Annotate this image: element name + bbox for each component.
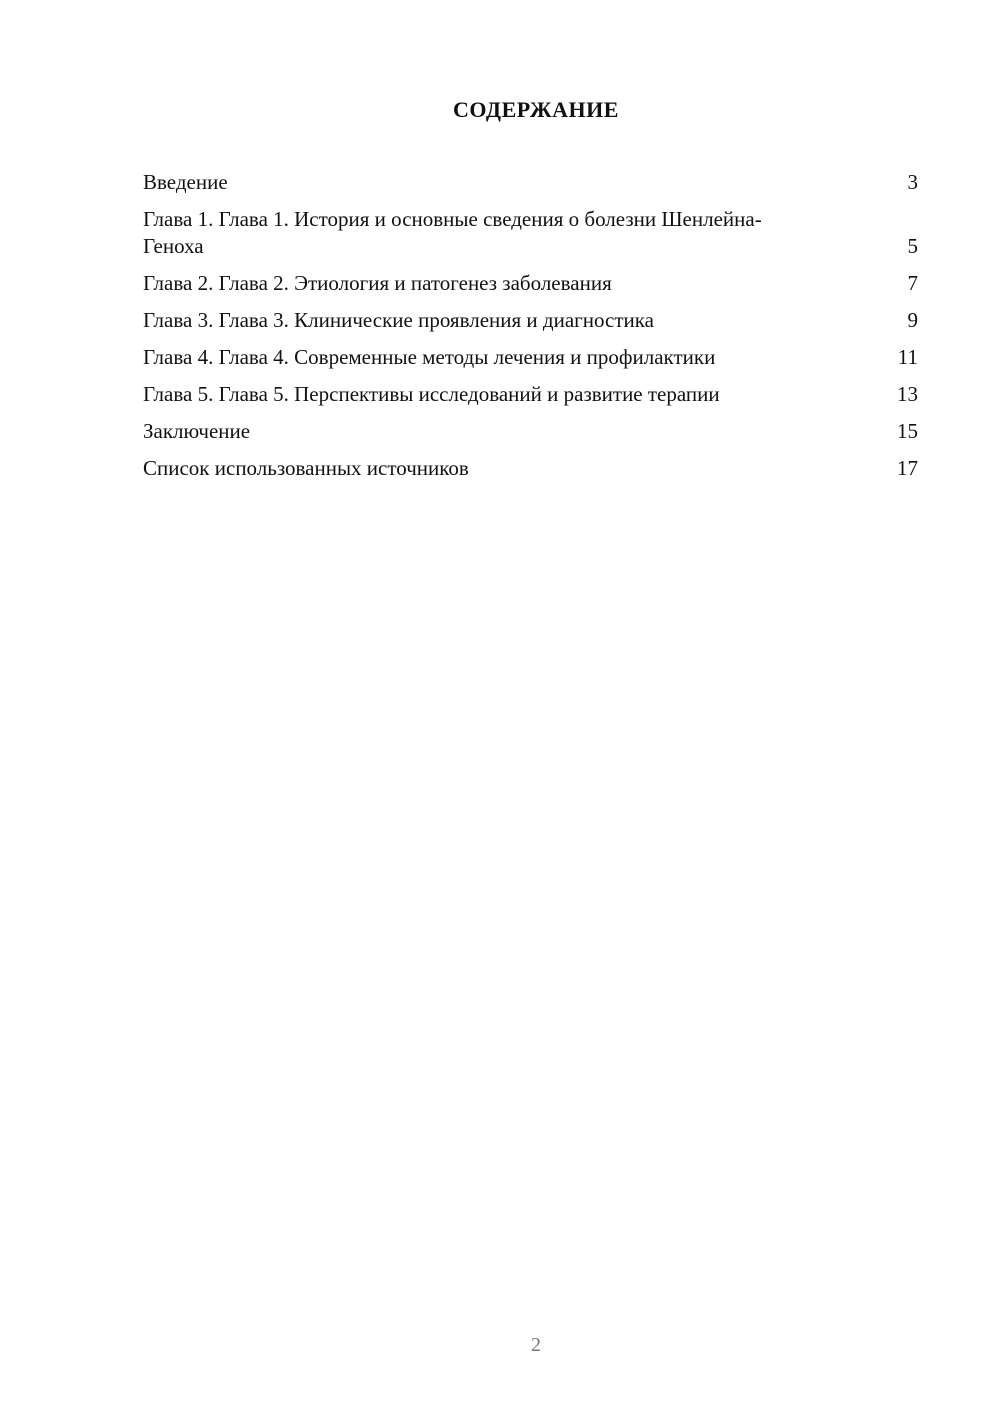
toc-entry-page: 11 <box>897 345 918 369</box>
page-number: 2 <box>531 1334 541 1356</box>
toc-entry-chapter-2 <box>143 270 918 297</box>
toc-entry-page: 9 <box>907 308 918 332</box>
toc-entry-page: 3 <box>907 170 918 194</box>
toc-entry-text: Глава 3. Глава 3. Клинические проявления и диагностика <box>143 308 654 332</box>
toc-entry-page: 15 <box>897 419 918 443</box>
toc-entry-page: 13 <box>897 382 918 406</box>
toc-entry-text: Глава 2. Глава 2. Этиология и патогенез заболевания <box>143 271 612 295</box>
toc-entry-page: 17 <box>897 456 918 480</box>
toc-entry-chapter-4 <box>143 344 918 371</box>
table-of-contents <box>143 169 918 492</box>
toc-entry-text: Список использованных источников <box>143 456 469 480</box>
toc-entry-chapter-5 <box>143 381 918 408</box>
toc-entry-introduction <box>143 169 918 196</box>
toc-entry-text: Глава 5. Глава 5. Перспективы исследований и развитие терапии <box>143 382 720 406</box>
toc-entry-text: Глава 4. Глава 4. Современные методы лечения и профилактики <box>143 345 716 369</box>
toc-entry-text: Заключение <box>143 419 251 443</box>
toc-entry-text: Глава 1. Глава 1. История и основные сведения о болезни Шенлейна-Геноха <box>143 207 762 258</box>
toc-title: СОДЕРЖАНИЕ <box>453 97 619 122</box>
toc-entry-page: 7 <box>907 271 918 295</box>
toc-entry-references <box>143 455 918 482</box>
toc-entry-chapter-1 <box>143 206 918 260</box>
toc-entry-text: Введение <box>143 170 228 194</box>
toc-entry-page: 5 <box>907 234 918 258</box>
toc-entry-conclusion <box>143 418 918 445</box>
toc-entry-chapter-3 <box>143 307 918 334</box>
